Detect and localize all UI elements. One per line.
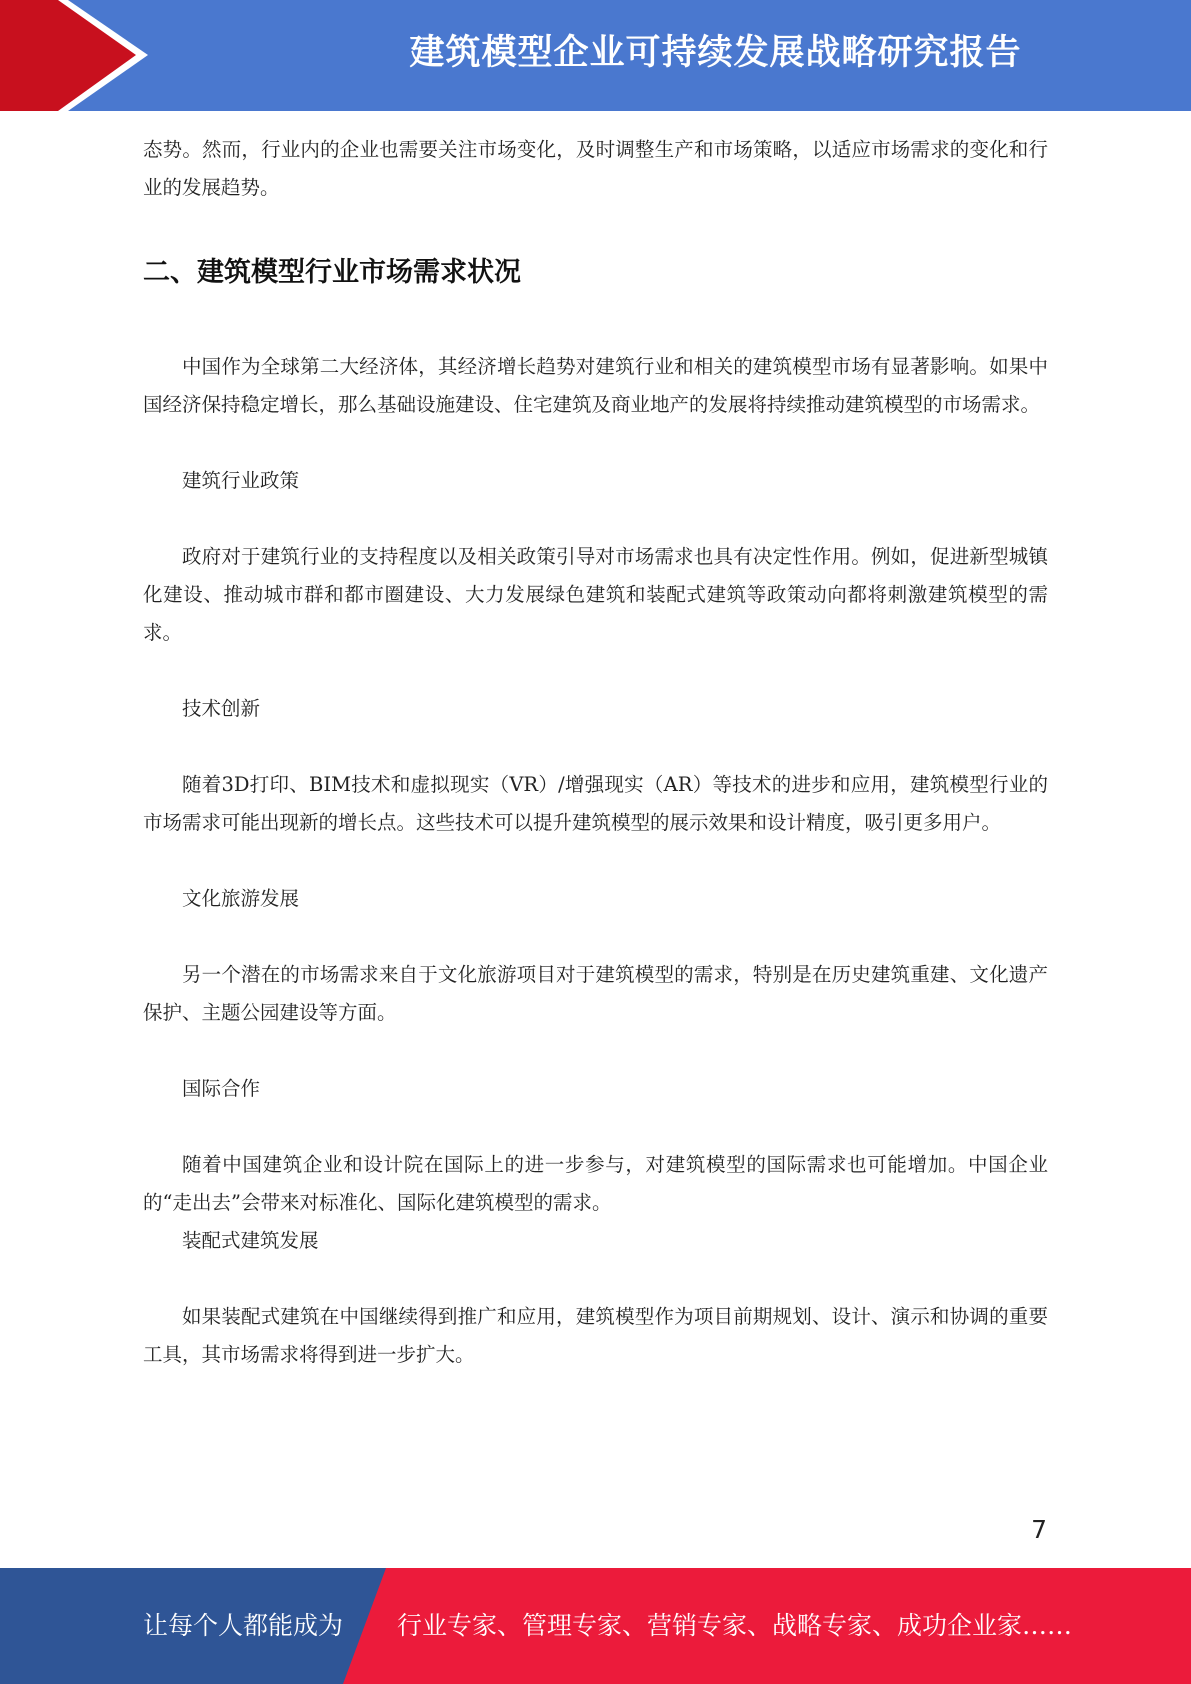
paragraph-tech: 随着3D打印、BIM技术和虚拟现实（VR）/增强现实（AR）等技术的进步和应用，建筑模型行业的市场需求可能出现新的增长点。这些技术可以提升建筑模型的展示效果和设计精度，吸引更多用户。	[143, 773, 1048, 834]
paragraph-prefab: 如果装配式建筑在中国继续得到推广和应用，建筑模型作为项目前期规划、设计、演示和协调的重要工具，其市场需求将得到进一步扩大。	[143, 1305, 1048, 1366]
paragraph-international: 随着中国建筑企业和设计院在国际上的进一步参与，对建筑模型的国际需求也可能增加。中国企业的“走出去”会带来对标准化、国际化建筑模型的需求。	[143, 1153, 1048, 1214]
intro-paragraph: 态势。然而，行业内的企业也需要关注市场变化，及时调整生产和市场策略，以适应市场需求的变化和行业的发展趋势。	[143, 138, 1048, 199]
report-title: 建筑模型企业可持续发展战略研究报告	[409, 33, 1022, 73]
subheading-prefab: 装配式建筑发展	[182, 1229, 319, 1252]
page-footer	[0, 1568, 1191, 1684]
page-number: 7	[1031, 1515, 1047, 1544]
subheading-international: 国际合作	[182, 1077, 261, 1100]
paragraph-policy: 政府对于建筑行业的支持程度以及相关政策引导对市场需求也具有决定性作用。例如，促进新型城镇化建设、推动城市群和都市圈建设、大力发展绿色建筑和装配式建筑等政策动向都将刺激建筑模型的需求。	[143, 545, 1048, 644]
header-arrow-decoration	[0, 0, 160, 111]
paragraph-economy: 中国作为全球第二大经济体，其经济增长趋势对建筑行业和相关的建筑模型市场有显著影响。如果中国经济保持稳定增长，那么基础设施建设、住宅建筑及商业地产的发展将持续推动建筑模型的市场需求。	[143, 355, 1048, 416]
paragraph-tourism: 另一个潜在的市场需求来自于文化旅游项目对于建筑模型的需求，特别是在历史建筑重建、文化遗产保护、主题公园建设等方面。	[143, 963, 1048, 1024]
page-header	[0, 0, 1191, 111]
section-heading: 二、建筑模型行业市场需求状况	[143, 257, 521, 288]
subheading-tech: 技术创新	[182, 697, 261, 720]
footer-slogan-right: 行业专家、管理专家、营销专家、战略专家、成功企业家……	[397, 1611, 1073, 1640]
subheading-tourism: 文化旅游发展	[182, 887, 300, 910]
document-body	[143, 131, 1048, 1374]
footer-slogan-left: 让每个人都能成为	[143, 1611, 344, 1640]
subheading-policy: 建筑行业政策	[182, 469, 300, 492]
